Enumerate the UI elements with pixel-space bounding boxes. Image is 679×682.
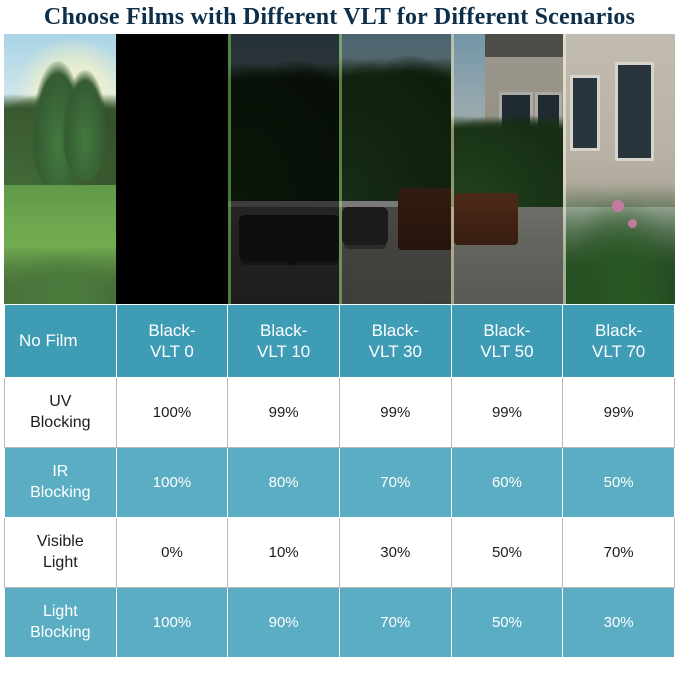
tint-overlay-vlt-70	[563, 34, 675, 304]
cell-uv-vlt-30: 99%	[339, 378, 451, 448]
vlt-preview-strip	[4, 34, 675, 304]
column-header-no-film: No Film	[5, 305, 117, 378]
pane-edge-highlight	[563, 34, 566, 304]
cell-light-vlt-50: 50%	[451, 588, 563, 658]
pane-edge-highlight	[451, 34, 454, 304]
column-header-vlt-30	[339, 305, 451, 378]
column-header-vlt-30-line1: Black-	[371, 320, 419, 340]
tint-overlay-vlt-50	[451, 34, 563, 304]
preview-pane-no-film	[4, 34, 116, 304]
cell-light-vlt-30: 70%	[339, 588, 451, 658]
preview-pane-vlt-0	[116, 34, 228, 304]
column-header-vlt-70-line2: VLT 70	[592, 342, 646, 361]
cell-light-vlt-0: 100%	[116, 588, 228, 658]
tint-overlay-vlt-0	[116, 34, 228, 304]
row-label-visible-light	[5, 518, 117, 588]
column-header-vlt-70	[563, 305, 675, 378]
cell-visible-vlt-50: 50%	[451, 518, 563, 588]
cell-ir-vlt-0: 100%	[116, 448, 228, 518]
cell-uv-vlt-50: 99%	[451, 378, 563, 448]
column-header-vlt-10-line1: Black-	[260, 320, 308, 340]
column-header-vlt-0	[116, 305, 228, 378]
row-label-visible-line1: Visible	[36, 532, 84, 550]
column-header-vlt-70-line1: Black-	[595, 320, 643, 340]
cell-ir-vlt-50: 60%	[451, 448, 563, 518]
cell-visible-vlt-70: 70%	[563, 518, 675, 588]
column-header-vlt-0-line2: VLT 0	[150, 342, 194, 361]
cell-ir-vlt-30: 70%	[339, 448, 451, 518]
preview-pane-vlt-50	[451, 34, 563, 304]
preview-pane-vlt-70	[563, 34, 675, 304]
column-header-vlt-0-line1: Black-	[148, 320, 196, 340]
table-row-uv-blocking	[5, 378, 675, 448]
row-label-light-blocking	[5, 588, 117, 658]
table-header	[5, 305, 675, 378]
column-header-vlt-50-line2: VLT 50	[480, 342, 534, 361]
cell-uv-vlt-0: 100%	[116, 378, 228, 448]
row-label-uv-line2: Blocking	[30, 413, 91, 431]
row-label-light-line2: Blocking	[30, 623, 91, 641]
row-label-ir-line1: IR	[52, 462, 69, 480]
table-row-visible-light	[5, 518, 675, 588]
pane-edge-highlight	[228, 34, 231, 304]
row-label-uv-blocking	[5, 378, 117, 448]
column-header-vlt-50-line1: Black-	[483, 320, 531, 340]
cell-light-vlt-70: 30%	[563, 588, 675, 658]
table-body	[5, 378, 675, 658]
cell-visible-vlt-10: 10%	[228, 518, 340, 588]
column-header-vlt-30-line2: VLT 30	[368, 342, 422, 361]
tint-overlay-vlt-10	[228, 34, 340, 304]
vlt-comparison-table	[4, 304, 675, 658]
preview-pane-vlt-30	[339, 34, 451, 304]
column-header-vlt-10	[228, 305, 340, 378]
row-label-ir-line2: Blocking	[30, 483, 91, 501]
cell-uv-vlt-70: 99%	[563, 378, 675, 448]
row-label-visible-line2: Light	[42, 553, 78, 571]
preview-pane-vlt-10	[228, 34, 340, 304]
table-row-light-blocking	[5, 588, 675, 658]
row-label-light-line1: Light	[42, 602, 78, 620]
cell-uv-vlt-10: 99%	[228, 378, 340, 448]
pane-edge-highlight	[339, 34, 342, 304]
row-label-uv-line1: UV	[49, 392, 72, 410]
tint-overlay-vlt-30	[339, 34, 451, 304]
table-row-ir-blocking	[5, 448, 675, 518]
tint-overlay-no-film	[4, 34, 116, 304]
cell-visible-vlt-30: 30%	[339, 518, 451, 588]
table-header-row	[5, 305, 675, 378]
column-header-vlt-10-line2: VLT 10	[257, 342, 311, 361]
cell-light-vlt-10: 90%	[228, 588, 340, 658]
cell-ir-vlt-70: 50%	[563, 448, 675, 518]
page-title: Choose Films with Different VLT for Different Scenarios	[43, 4, 636, 30]
row-label-ir-blocking	[5, 448, 117, 518]
cell-ir-vlt-10: 80%	[228, 448, 340, 518]
column-header-vlt-50	[451, 305, 563, 378]
cell-visible-vlt-0: 0%	[116, 518, 228, 588]
